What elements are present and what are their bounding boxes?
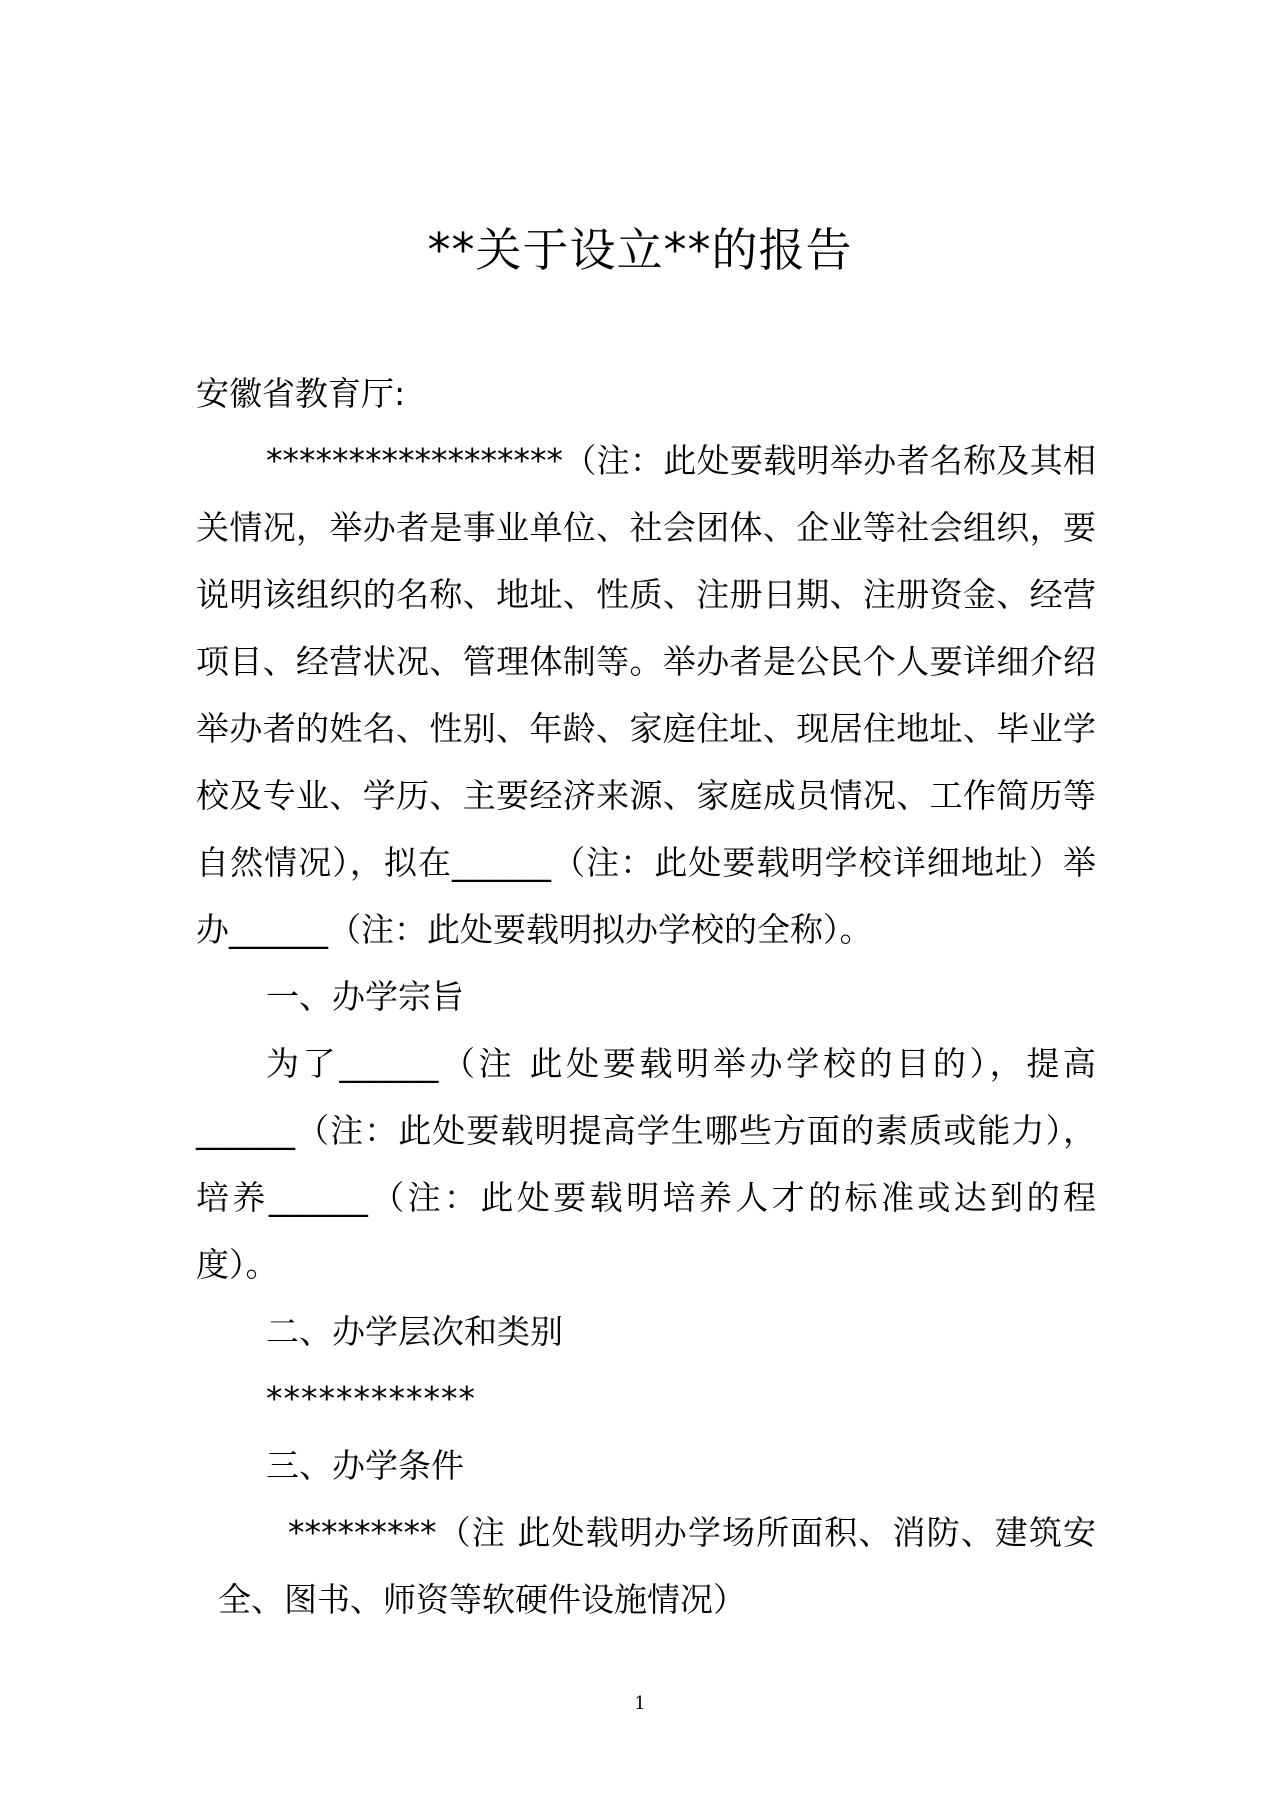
document-body — [196, 360, 1096, 1633]
section-heading-level: 二、办学层次和类别 — [266, 1312, 563, 1351]
intro-paragraph: ******************（注：此处要载明举办者名称及其相关情况，举办者是事业单位、社会团体、企业等社会组织，要说明该组织的名称、地址、性质、注册日期、注册资金、经营项目、经营状况、管理体制等。举办者是公民个人要详细介绍举办者的姓名、性别、年龄、家庭住址、现居住地址、毕业学校及专业、学历、主要经济来源、家庭成员情况、工作简历等自然情况），拟在______（注：此处要载明学校详细地址）举办______（注：此处要载明拟办学校的全称）。 — [196, 441, 1096, 949]
section-body-conditions: *********（注 此处载明办学场所面积、消防、建筑安全、图书、师资等软硬件设施情况） — [218, 1513, 1096, 1619]
section-body-purpose: 为了______（注 此处要载明举办学校的目的），提高______（注：此处要载明提高学生哪些方面的素质或能力），培养______（注：此处要载明培养人才的标准或达到的程度）。 — [196, 1044, 1096, 1284]
page-number: 1 — [634, 1693, 646, 1714]
section-body-level: ************ — [266, 1379, 476, 1418]
section-heading-purpose: 一、办学宗旨 — [266, 977, 464, 1016]
document-title: **关于设立**的报告 — [427, 223, 853, 277]
salutation: 安徽省教育厅: — [196, 374, 406, 413]
section-heading-conditions: 三、办学条件 — [266, 1446, 464, 1485]
